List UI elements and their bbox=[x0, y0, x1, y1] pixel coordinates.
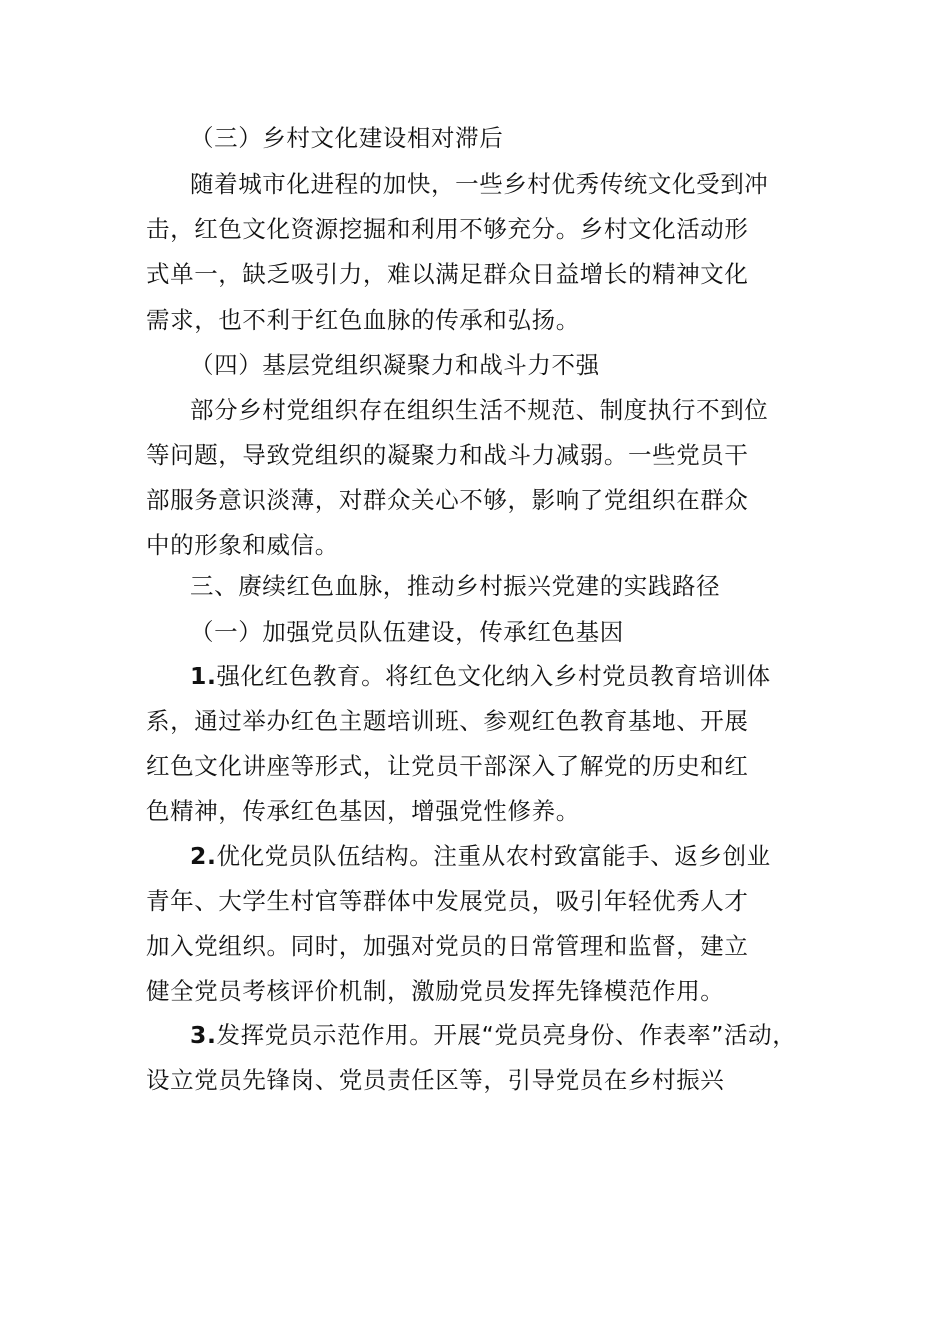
paragraph-line: 红色文化讲座等形式，让党员干部深入了解党的历史和红 bbox=[146, 752, 749, 780]
item-text: 强化红色教育。将红色文化纳入乡村党员教育培训体 bbox=[216, 662, 771, 690]
paragraph-line: 健全党员考核评价机制，激励党员发挥先锋模范作用。 bbox=[146, 977, 725, 1005]
paragraph-line: 部服务意识淡薄，对群众关心不够，影响了党组织在群众 bbox=[146, 486, 749, 514]
item-number: 2. bbox=[190, 842, 217, 870]
numbered-item-3 bbox=[190, 1020, 796, 1050]
paragraph-line: 中的形象和威信。 bbox=[146, 531, 339, 559]
item-number: 1. bbox=[190, 662, 217, 690]
numbered-item-2 bbox=[190, 841, 771, 871]
paragraph-line: 式单一，缺乏吸引力，难以满足群众日益增长的精神文化 bbox=[146, 260, 749, 288]
item-number: 3. bbox=[190, 1021, 217, 1049]
paragraph-line: 加入党组织。同时，加强对党员的日常管理和监督，建立 bbox=[146, 932, 749, 960]
section-heading-1: （一）加强党员队伍建设，传承红色基因 bbox=[190, 618, 624, 646]
paragraph-line: 青年、大学生村官等群体中发展党员，吸引年轻优秀人才 bbox=[146, 887, 749, 915]
chapter-heading: 三、赓续红色血脉，推动乡村振兴党建的实践路径 bbox=[190, 572, 721, 600]
paragraph-line: 击，红色文化资源挖掘和利用不够充分。乡村文化活动形 bbox=[146, 215, 749, 243]
paragraph-line: 随着城市化进程的加快，一些乡村优秀传统文化受到冲 bbox=[190, 170, 769, 198]
paragraph-line: 色精神，传承红色基因，增强党性修养。 bbox=[146, 797, 580, 825]
numbered-item-1 bbox=[190, 661, 771, 691]
paragraph-line: 等问题，导致党组织的凝聚力和战斗力减弱。一些党员干 bbox=[146, 441, 749, 469]
section-heading-4: （四）基层党组织凝聚力和战斗力不强 bbox=[190, 351, 600, 379]
paragraph-line: 需求，也不利于红色血脉的传承和弘扬。 bbox=[146, 306, 580, 334]
paragraph-line: 系，通过举办红色主题培训班、参观红色教育基地、开展 bbox=[146, 707, 749, 735]
paragraph-line: 部分乡村党组织存在组织生活不规范、制度执行不到位 bbox=[190, 396, 769, 424]
item-text: 优化党员队伍结构。注重从农村致富能手、返乡创业 bbox=[216, 842, 771, 870]
item-text: 发挥党员示范作用。开展“党员亮身份、作表率”活动， bbox=[216, 1021, 797, 1049]
paragraph-line: 设立党员先锋岗、党员责任区等，引导党员在乡村振兴 bbox=[146, 1066, 725, 1094]
section-heading-3: （三）乡村文化建设相对滞后 bbox=[190, 124, 504, 152]
